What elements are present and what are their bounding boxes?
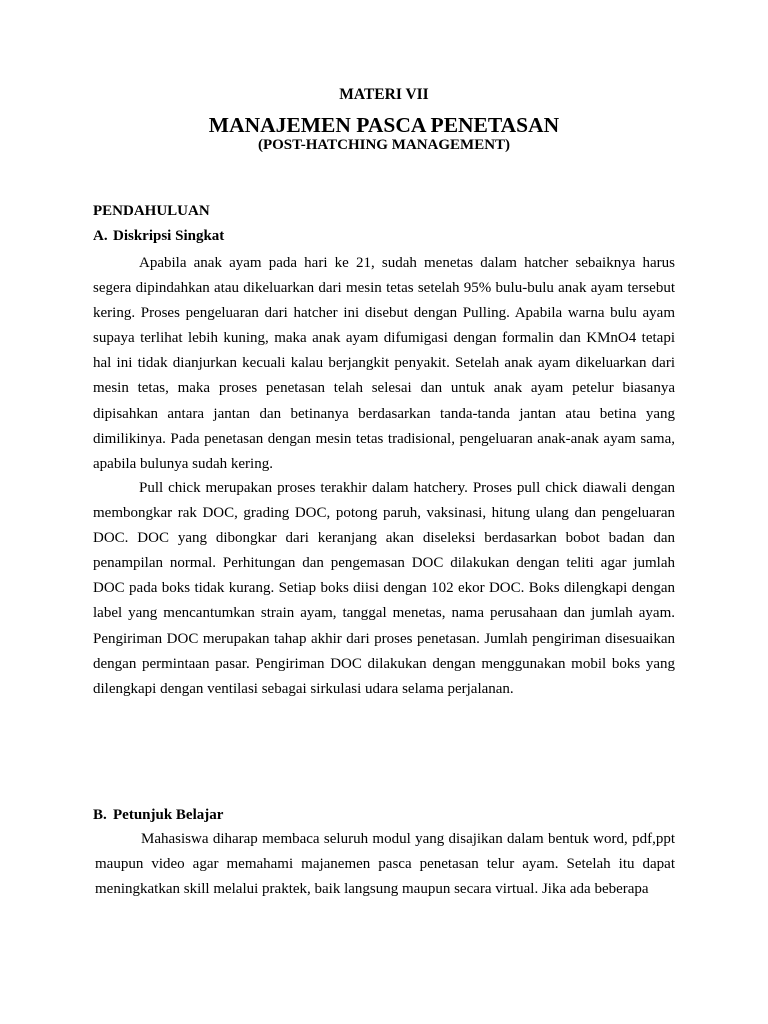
- section-b-number: B.: [93, 807, 107, 823]
- section-a-paragraph-1: Apabila anak ayam pada hari ke 21, sudah menetas dalam hatcher sebaiknya harus segera dipindahkan atau dikeluarkan dari mesin tetas setelah 95% bulu-bulu anak ayam tersebut kering. Proses pengeluaran dari hatcher ini disebut dengan Pulling. Apabila warna bulu ayam supaya terlihat lebih kuning, maka anak ayam difumigasi dengan formalin dan KMnO4 tetapi hal ini tidak dianjurkan kecuali kalau berjangkit penyakit. Setelah anak ayam dikeluarkan dari mesin tetas, maka proses penetasan telah selesai dan untuk anak ayam petelur biasanya dipisahkan antara jantan dan betinanya berdasarkan tanda-tanda jantan atau betina yang dimilikinya. Pada penetasan dengan mesin tetas tradisional, pengeluaran anak-anak ayam sama, apabila bulunya sudah kering.: [93, 255, 675, 472]
- intro-heading: PENDAHULUAN: [93, 203, 210, 219]
- section-a-paragraph-2: Pull chick merupakan proses terakhir dalam hatchery. Proses pull chick diawali dengan membongkar rak DOC, grading DOC, potong paruh, vaksinasi, hitung ulang dan pengeluaran DOC. DOC yang dibongkar dari keranjang akan diseleksi berdasarkan bobot badan dan penampilan normal. Perhitungan dan pengemasan DOC dilakukan dengan teliti agar jumlah DOC pada boks tidak kurang. Setiap boks diisi dengan 102 ekor DOC. Boks dilengkapi dengan label yang mencantumkan strain ayam, tanggal menetas, nama perusahaan dan jumlah ayam. Pengiriman DOC merupakan tahap akhir dari proses penetasan. Jumlah pengiriman disesuaikan dengan permintaan pasar. Pengiriman DOC dilakukan dengan menggunakan mobil boks yang dilengkapi dengan ventilasi sebagai sirkulasi udara selama perjalanan.: [93, 480, 675, 697]
- page-title: MANAJEMEN PASCA PENETASAN: [208, 113, 560, 137]
- chapter-label: MATERI VII: [339, 86, 429, 103]
- page-subtitle: (POST-HATCHING MANAGEMENT): [257, 137, 511, 153]
- section-a-heading: [93, 228, 224, 245]
- section-a-title: Diskripsi Singkat: [113, 228, 225, 244]
- section-a-number: A.: [93, 228, 108, 244]
- section-b-heading: [93, 807, 223, 824]
- section-b-paragraph-1: Mahasiswa diharap membaca seluruh modul yang disajikan dalam bentuk word, pdf,ppt maupun video agar memahami majanemen pasca penetasan telur ayam. Setelah itu dapat meningkatkan skill melalui praktek, baik langsung maupun secara virtual. Jika ada beberapa: [95, 831, 675, 898]
- section-b-title: Petunjuk Belajar: [113, 807, 224, 823]
